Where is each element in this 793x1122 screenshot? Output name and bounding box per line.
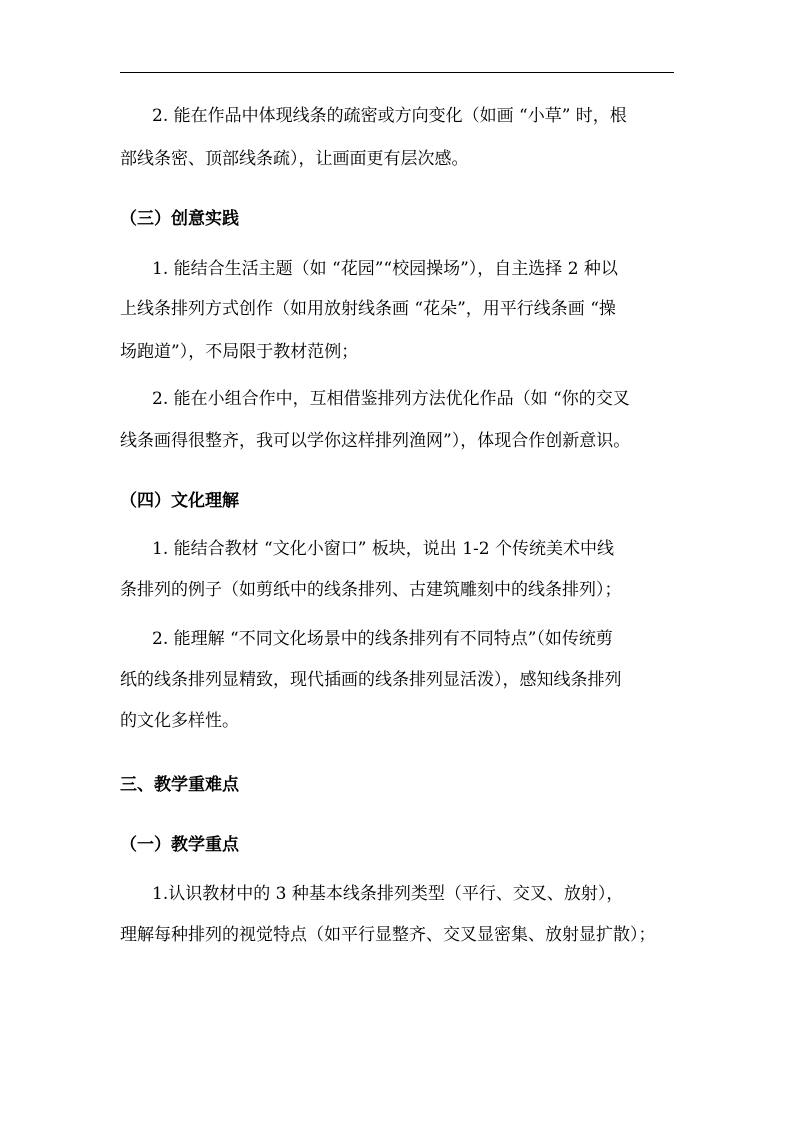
paragraph-line: 线条画得很整齐，我可以学你这样排列渔网”），体现合作创新意识。 [120,431,631,451]
header-rule [120,72,674,73]
paragraph-line: 理解每种排列的视觉特点（如平行显整齐、交叉显密集、放射显扩散）； [120,925,656,945]
paragraph-line: 纸的线条排列显精致，现代插画的线条排列显活泼），感知线条排列 [120,670,622,690]
paragraph-line: 2. 能在小组合作中，互相借鉴排列方法优化作品（如 “你的交叉 [152,389,630,409]
paragraph-line: 场跑道”），不局限于教材范例； [120,342,359,362]
paragraph-line: 部线条密、顶部线条疏），让画面更有层次感。 [120,149,469,169]
paragraph-line: 条排列的例子（如剪纸中的线条排列、古建筑雕刻中的线条排列）； [120,580,622,600]
section-heading-cultural-understanding: （四）文化理解 [120,491,239,511]
section-heading-creative-practice: （三）创意实践 [120,209,239,229]
paragraph-line: 上线条排列方式创作（如用放射线条画 “花朵”，用平行线条画 “操 [120,299,616,319]
paragraph-line: 2. 能在作品中体现线条的疏密或方向变化（如画 “小草” 时，根 [152,106,627,126]
paragraph-line: 2. 能理解 “不同文化场景中的线条排列有不同特点”（如传统剪 [152,629,613,649]
paragraph-line: 1. 能结合教材 “文化小窗口” 板块，说出 1-2 个传统美术中线 [152,539,614,559]
section-heading-key-points: （一）教学重点 [120,835,239,855]
paragraph-line: 1.认识教材中的 3 种基本线条排列类型（平行、交叉、放射）， [152,884,624,904]
paragraph-line: 的文化多样性。 [120,711,239,731]
section-heading-teaching-key-difficult-points: 三、教学重难点 [120,775,239,795]
paragraph-line: 1. 能结合生活主题（如 “花园”“校园操场”），自主选择 2 种以 [152,259,618,279]
